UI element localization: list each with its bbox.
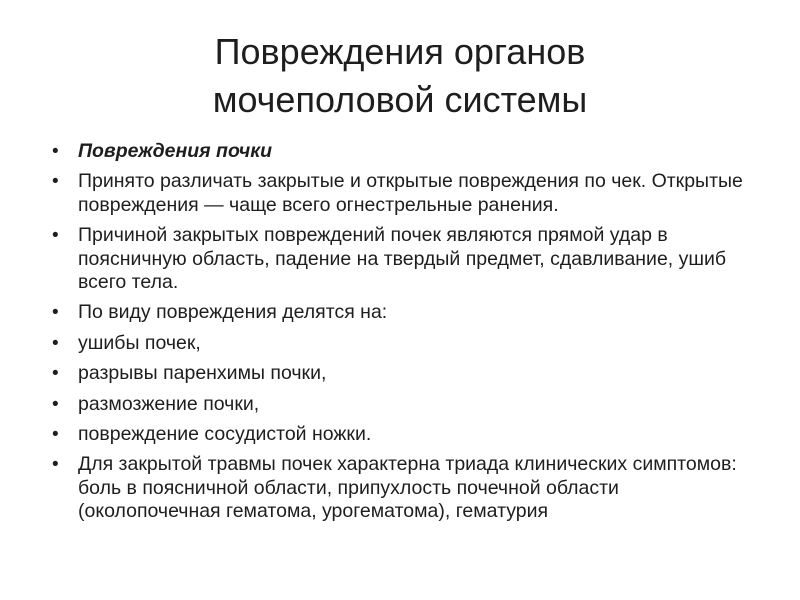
list-item-text: ушибы почек, (78, 331, 201, 354)
bullet-icon: • (52, 424, 59, 446)
title-line-2: мочеполовой системы (212, 79, 588, 120)
list-item (50, 301, 760, 324)
bullet-list (50, 140, 760, 531)
list-item-text: Для закрытой травмы почек характерна триада клинических симптомов: боль в поясничной области, припухлость почечной области (околопочечная гематома, урогематома), гематурия (78, 453, 737, 523)
bullet-icon: • (52, 225, 59, 247)
list-item-text: повреждение сосудистой ножки. (78, 423, 372, 446)
bullet-icon: • (52, 393, 59, 415)
title-line-1: Повреждения органов (214, 31, 586, 72)
bullet-icon: • (52, 332, 59, 354)
list-item (50, 332, 760, 355)
list-item (50, 224, 760, 294)
list-item (50, 393, 760, 416)
bullet-icon: • (52, 454, 59, 476)
list-item (50, 453, 760, 523)
bullet-icon: • (52, 141, 59, 162)
list-item (50, 170, 760, 217)
bullet-icon: • (52, 171, 59, 193)
list-item-text: Принято различать закрытые и открытые повреждения по чек. Открытые повреждения — чаще всего огнестрельные ранения. (78, 170, 743, 216)
bullet-icon: • (52, 302, 59, 324)
list-item-text: Причиной закрытых повреждений почек являются прямой удар в поясничную область, падение на твердый предмет, сдавливание, ушиб всего тела. (78, 224, 727, 294)
list-item-heading (50, 140, 760, 163)
list-item-text: разрывы паренхимы почки, (78, 362, 327, 385)
page-title (80, 28, 720, 124)
bullet-icon: • (52, 363, 59, 385)
list-item (50, 362, 760, 385)
list-item (50, 423, 760, 446)
list-item-text: размозжение почки, (78, 392, 260, 415)
list-item-text: По виду повреждения делятся на: (78, 301, 388, 324)
list-item-text: Повреждения почки (78, 140, 273, 162)
